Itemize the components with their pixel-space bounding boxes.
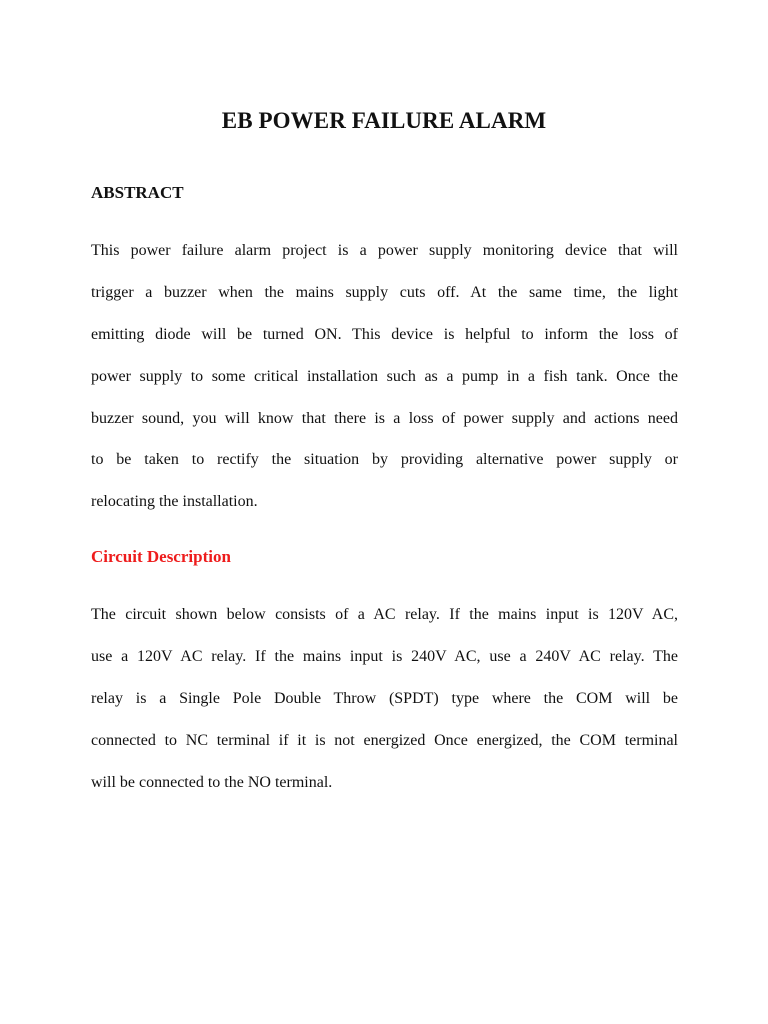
abstract-paragraph <box>91 241 678 534</box>
paragraph-line: relocating the installation. <box>91 493 258 511</box>
paragraph-line: to be taken to rectify the situation by providing alternative power supply or <box>91 451 678 469</box>
paragraph-line: use a 120V AC relay. If the mains input is 240V AC, use a 240V AC relay. The <box>91 647 678 665</box>
abstract-heading: ABSTRACT <box>91 183 184 202</box>
paragraph-line: power supply to some critical installation such as a pump in a fish tank. Once the <box>91 367 678 385</box>
paragraph-line: buzzer sound, you will know that there is a loss of power supply and actions need <box>91 409 678 427</box>
document-title: EB POWER FAILURE ALARM <box>221 108 547 133</box>
circuit-description-heading: Circuit Description <box>91 547 231 566</box>
paragraph-line: trigger a buzzer when the mains supply cuts off. At the same time, the light <box>91 283 678 301</box>
circuit-description-paragraph <box>91 605 678 814</box>
paragraph-line: will be connected to the NO terminal. <box>91 773 333 791</box>
paragraph-line: emitting diode will be turned ON. This device is helpful to inform the loss of <box>91 325 678 343</box>
paragraph-line: relay is a Single Pole Double Throw (SPDT) type where the COM will be <box>91 689 678 707</box>
paragraph-line: This power failure alarm project is a power supply monitoring device that will <box>91 242 678 259</box>
paragraph-line: The circuit shown below consists of a AC relay. If the mains input is 120V AC, <box>91 606 678 623</box>
paragraph-line: connected to NC terminal if it is not energized Once energized, the COM terminal <box>91 731 678 749</box>
